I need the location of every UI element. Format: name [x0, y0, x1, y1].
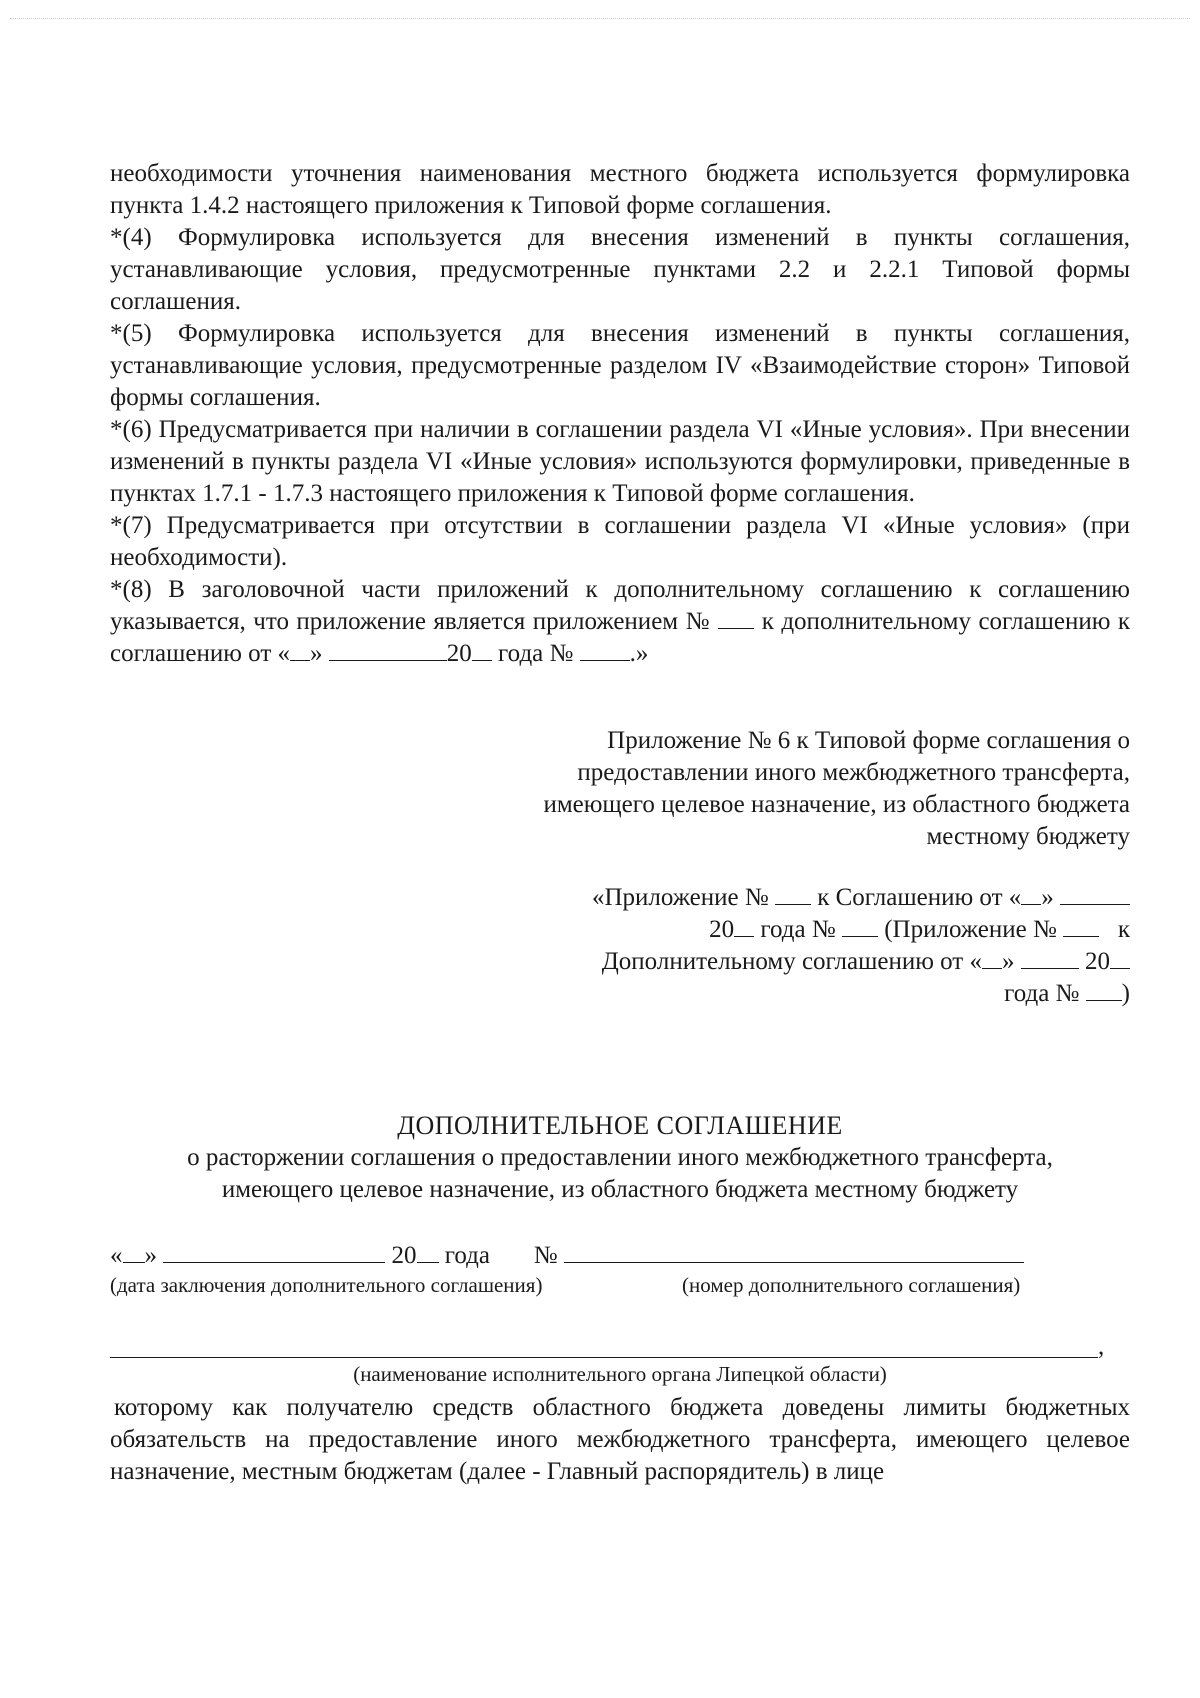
footnote-8-text-2: к дополнительному соглашению к соглашению от «: [110, 608, 1131, 667]
reference-line-4: [592, 978, 1130, 1010]
document-subtitle-2: имеющего целевое назначение, из областного бюджета местному бюджету: [221, 1176, 1019, 1203]
footnote-7: *(7) Предусматривается при отсутствии в соглашении раздела VI «Иные условия» (при необходимости).: [110, 512, 1130, 571]
footnote-6: *(6) Предусматривается при наличии в соглашении раздела VI «Иные условия». При внесении изменений в пункты раздела VI «Иные условия» используются формулировки, приведенные в пунктах 1.7.1 - 1.7.3 настоящего приложения к Типовой форме соглашения.: [110, 416, 1130, 507]
date-day-field[interactable]: [123, 1240, 145, 1263]
blank-ref-add-day: [982, 946, 1002, 969]
body-paragraph: которому как получателю средств областного бюджета доведены лимиты бюджетных обязательств на предоставление иного межбюджетного трансферта, имеющего целевое назначение, местным бюджетам (далее - Главный распорядитель) в лице: [110, 1394, 1130, 1485]
number-caption: (номер дополнительного соглашения): [682, 1273, 1021, 1297]
blank-number: [580, 638, 630, 661]
organization-caption: (наименование исполнительного органа Липецкой области): [353, 1362, 887, 1386]
blank-day: [290, 638, 310, 661]
agreement-number-field[interactable]: [564, 1240, 1024, 1263]
ref-text: «Приложение №: [591, 884, 769, 911]
footnote-8-text-4: 20: [446, 640, 472, 667]
date-open-quote: «: [110, 1242, 123, 1269]
footnote-8-text-6: .»: [629, 640, 649, 667]
reference-line-2: [592, 914, 1130, 946]
appendix-header-line-4: местному бюджету: [926, 823, 1130, 850]
date-year-field[interactable]: [417, 1240, 439, 1263]
footnote-8-text-1: *(8) В заголовочной части приложений к дополнительному соглашению к соглашению указывается, что приложение является приложением №: [110, 576, 1130, 635]
organization-comma: ,: [1098, 1333, 1105, 1360]
reference-line-1: [592, 882, 1130, 914]
organization-name-field[interactable]: [110, 1357, 1098, 1358]
date-month-field[interactable]: [163, 1240, 385, 1263]
blank-year: [472, 638, 492, 661]
footnote-5: *(5) Формулировка используется для внесения изменений в пункты соглашения, устанавливающие условия, предусмотренные разделом IV «Взаимодействие сторон» Типовой формы соглашения.: [110, 320, 1130, 411]
date-year-prefix: 20: [391, 1242, 417, 1269]
document-subtitle-1: о расторжении соглашения о предоставлении иного межбюджетного трансферта,: [187, 1144, 1053, 1171]
ref-text: »: [1041, 884, 1054, 911]
ref-text: года №: [1004, 980, 1080, 1007]
ref-text: ): [1121, 980, 1130, 1007]
blank-ref-appendix-number-2: [1063, 914, 1099, 937]
reference-block: [592, 882, 1130, 1010]
footnotes-block: [110, 158, 1130, 670]
blank-ref-year: [734, 914, 754, 937]
blank-ref-add-number: [1086, 978, 1122, 1001]
ref-text: (Приложение №: [884, 916, 1057, 943]
blank-ref-day: [1021, 882, 1041, 905]
footnote-8-text-5: года №: [498, 640, 574, 667]
date-close-quote: »: [144, 1242, 157, 1269]
ref-text: к: [1117, 916, 1130, 943]
ref-text: 20: [1085, 948, 1110, 975]
blank-ref-appendix-number: [775, 882, 811, 905]
ref-text: Дополнительному соглашению от «: [601, 948, 982, 975]
footnote-8-text-3: »: [310, 640, 323, 667]
blank-month: [329, 638, 447, 661]
footnote-8: [110, 574, 1130, 670]
ref-text: »: [1002, 948, 1015, 975]
ref-text: 20: [709, 916, 735, 943]
date-year-word: года: [444, 1242, 490, 1269]
document-title: ДОПОЛНИТЕЛЬНОЕ СОГЛАШЕНИЕ: [397, 1111, 843, 1140]
number-sign: №: [533, 1242, 558, 1269]
blank-ref-number: [842, 914, 878, 937]
appendix-header-line-2: предоставлении иного межбюджетного трансферта,: [577, 759, 1130, 786]
blank-appendix-number: [718, 606, 754, 629]
appendix-header: [543, 725, 1130, 853]
blank-ref-add-month: [1021, 946, 1079, 969]
appendix-header-line-1: Приложение № 6 к Типовой форме соглашения о: [607, 727, 1130, 754]
scan-edge-dotted-line: [10, 18, 1190, 19]
reference-line-3: [592, 946, 1130, 978]
date-caption: (дата заключения дополнительного соглашения): [110, 1273, 543, 1297]
date-number-line: [110, 1240, 1130, 1272]
footnote-4: *(4) Формулировка используется для внесения изменений в пункты соглашения, устанавливающие условия, предусмотренные пунктами 2.2 и 2.2.1 Типовой формы соглашения.: [110, 224, 1130, 315]
blank-ref-add-year: [1110, 946, 1130, 969]
ref-text: к Соглашению от «: [817, 884, 1022, 911]
footnote-intro: необходимости уточнения наименования местного бюджета используется формулировка пункта 1.4.2 настоящего приложения к Типовой форме соглашения.: [110, 160, 1130, 219]
ref-text: года №: [760, 916, 836, 943]
document-title-block: [110, 1110, 1130, 1206]
appendix-header-line-3: имеющего целевое назначение, из областного бюджета: [543, 791, 1130, 818]
blank-ref-month: [1060, 882, 1130, 905]
